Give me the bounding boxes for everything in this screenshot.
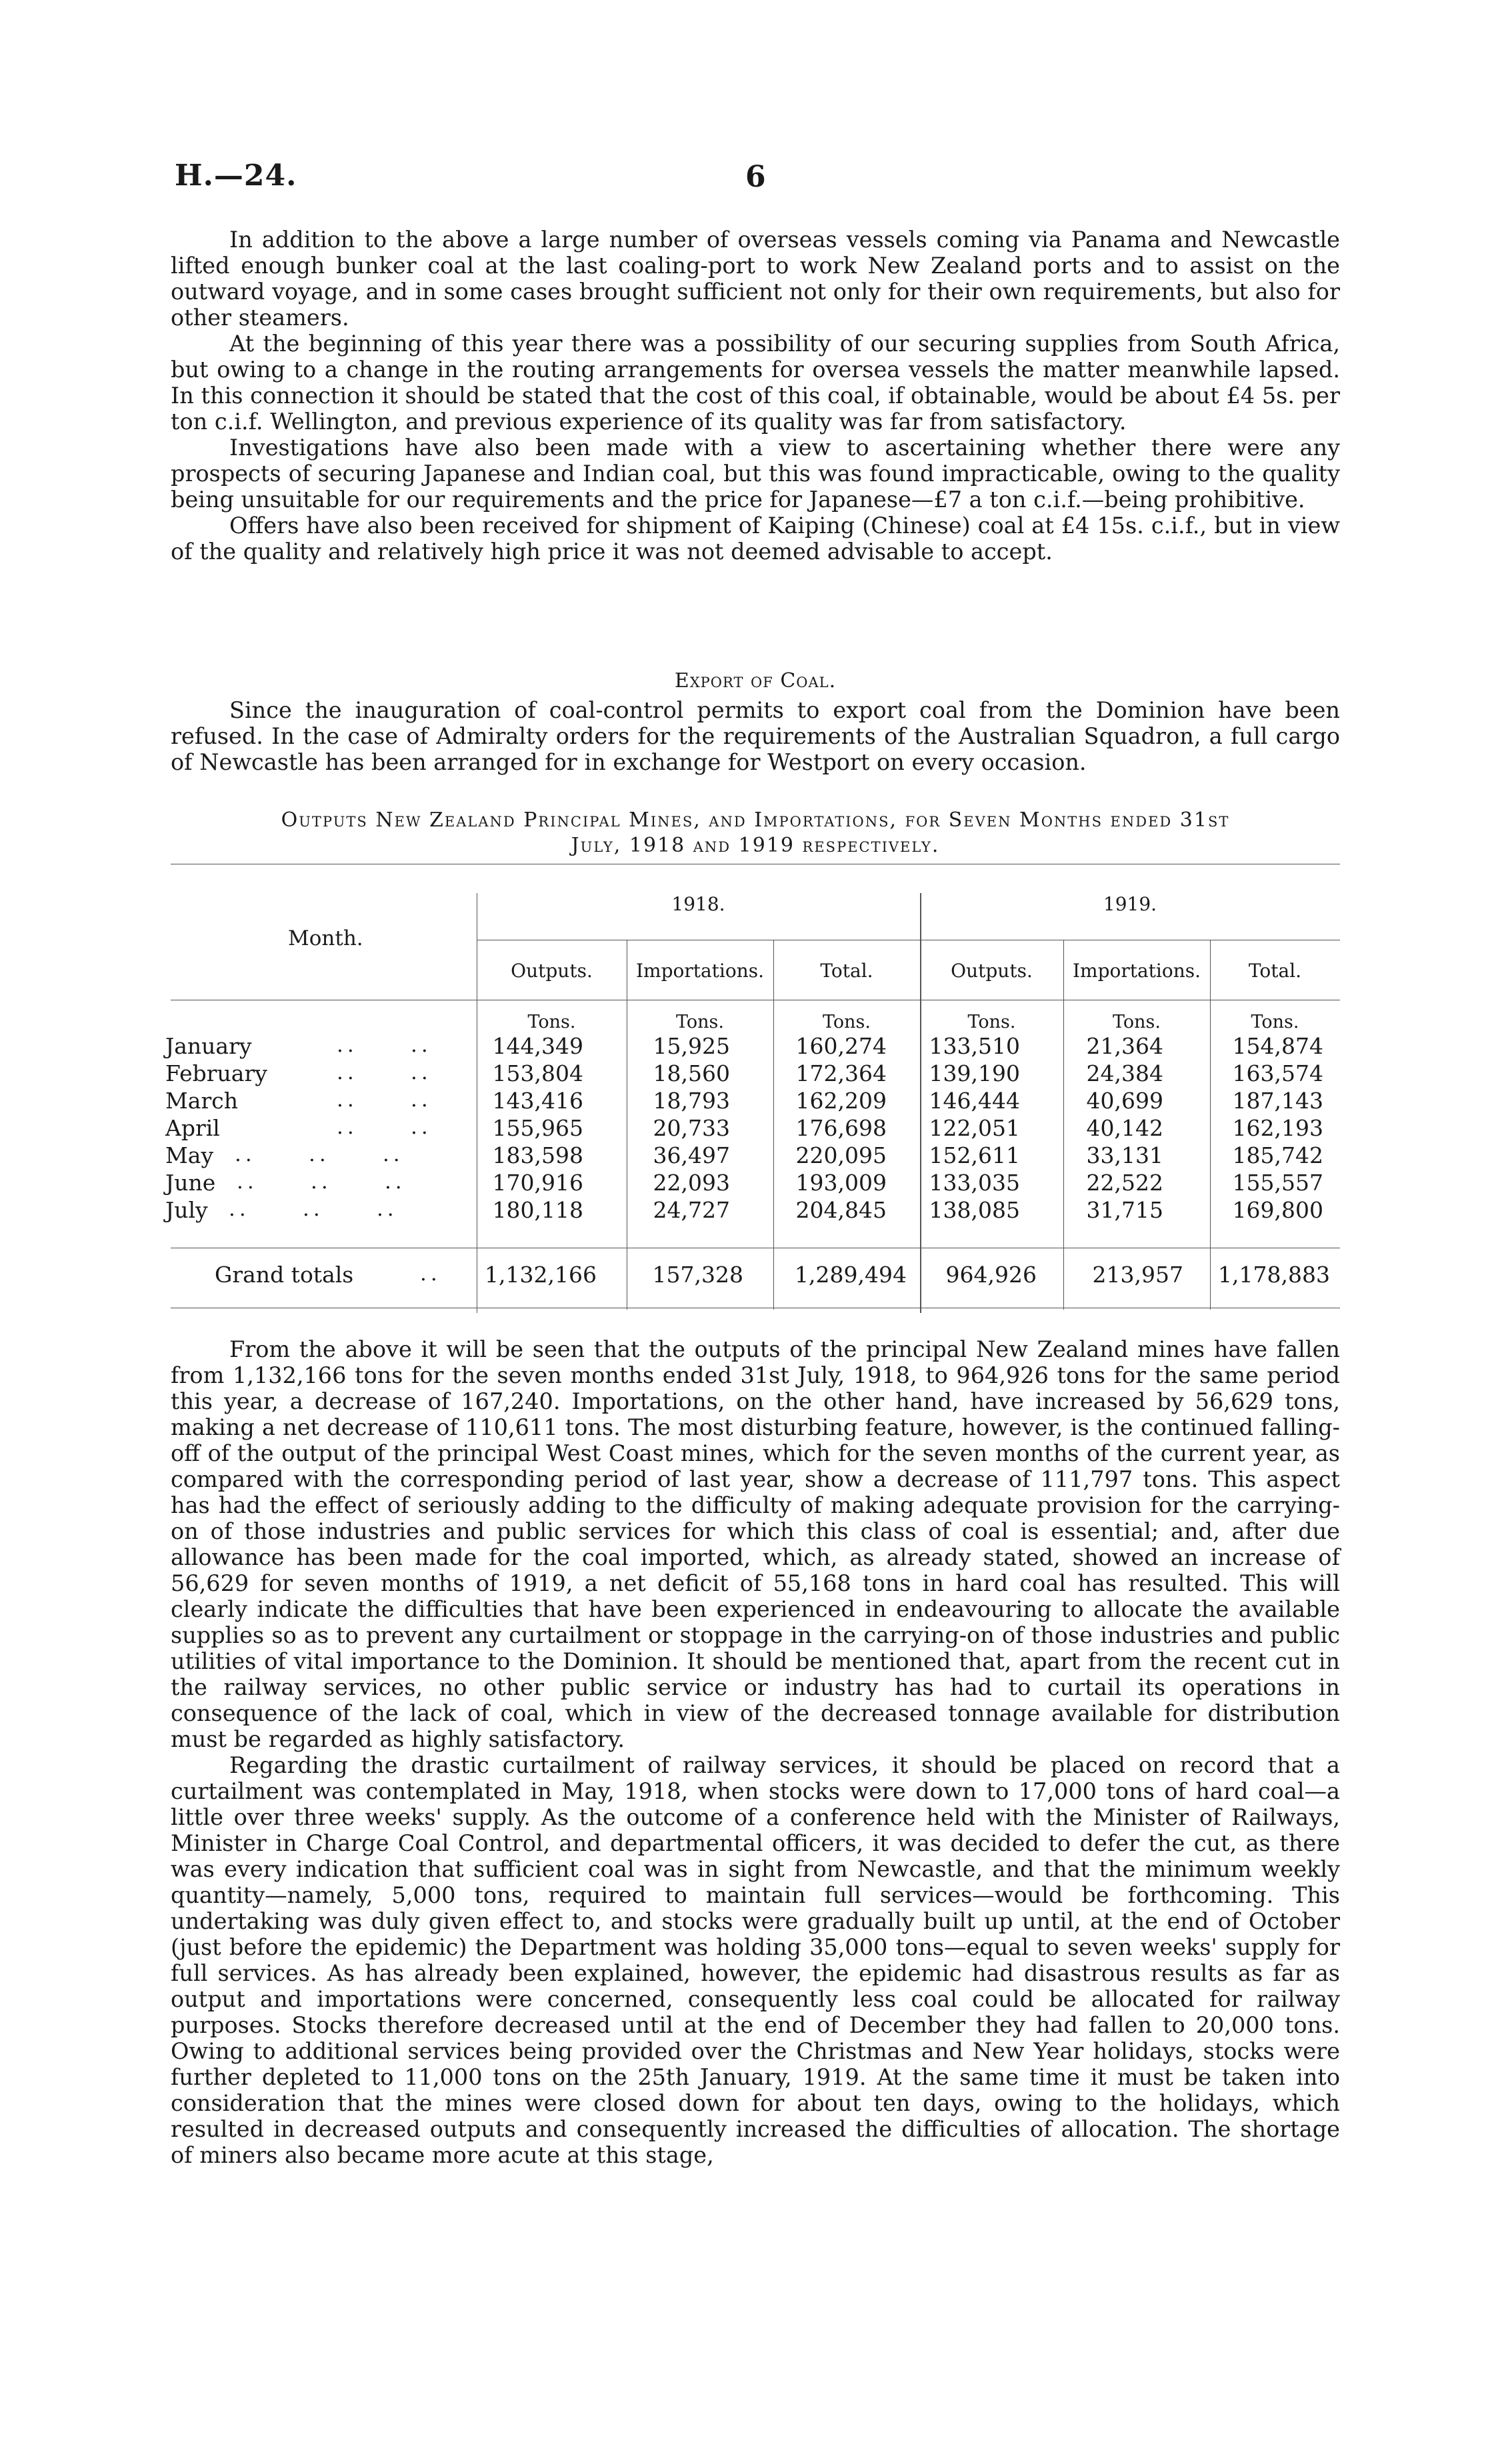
col-outputs-1919: Outputs.: [951, 960, 1033, 982]
cell-outputs-1918: 155,965: [492, 1115, 583, 1141]
cell-importations-1918: 24,727: [653, 1197, 730, 1223]
units-label: Tons.: [967, 1012, 1016, 1032]
cell-total-1918: 172,364: [795, 1060, 887, 1086]
cell-total-1919: 169,800: [1232, 1197, 1323, 1223]
table-title-line-1: Outputs New Zealand Principal Mines, and Importations, for Seven Months ended 31st: [281, 808, 1230, 832]
table-title-line-2: July, 1918 and 1919 respectively.: [571, 834, 940, 857]
intro-text: [171, 227, 1340, 565]
dot-leader: ..: [420, 1262, 441, 1286]
cell-importations-1919: 22,522: [1086, 1170, 1163, 1196]
col-importations-1918: Importations.: [635, 960, 765, 982]
cell-total-1918: 160,274: [795, 1033, 887, 1059]
year-header-1918: 1918.: [671, 893, 725, 915]
cell-importations-1919: 40,699: [1086, 1088, 1163, 1114]
month-label: January: [165, 1033, 252, 1059]
cell-importations-1919: 24,384: [1086, 1060, 1163, 1086]
month-label: March: [165, 1088, 238, 1114]
page-number: 6: [745, 160, 766, 194]
col-outputs-1918: Outputs.: [511, 960, 593, 982]
month-label: June: [165, 1170, 216, 1196]
closing-text: [171, 1336, 1340, 2168]
units-label: Tons.: [676, 1012, 724, 1032]
units-label: Tons.: [823, 1012, 871, 1032]
cell-total-1918: 162,209: [795, 1088, 887, 1114]
cell-total-1918: 176,698: [795, 1115, 887, 1141]
dot-leader: .. .. ..: [229, 1197, 398, 1221]
dot-leader: .. ..: [337, 1115, 432, 1139]
total-total-1918: 1,289,494: [795, 1262, 907, 1288]
cell-total-1918: 220,095: [795, 1142, 887, 1168]
cell-outputs-1919: 138,085: [929, 1197, 1020, 1223]
paragraph: Offers have also been received for shipment of Kaiping (Chinese) coal at £4 15s. c.i.f., but in view of the quality and relatively high price it was not deemed advisable to accept.: [171, 513, 1340, 565]
cell-outputs-1918: 180,118: [492, 1197, 583, 1223]
year-header-1919: 1919.: [1103, 893, 1157, 915]
export-text: [171, 697, 1340, 775]
units-label: Tons.: [1251, 1012, 1299, 1032]
cell-outputs-1919: 139,190: [929, 1060, 1020, 1086]
cell-outputs-1918: 170,916: [492, 1170, 583, 1196]
dot-leader: .. .. ..: [237, 1170, 406, 1194]
cell-importations-1918: 20,733: [653, 1115, 730, 1141]
units-label: Tons.: [1113, 1012, 1161, 1032]
table-title: [171, 808, 1340, 858]
dot-leader: .. ..: [337, 1033, 432, 1057]
cell-outputs-1918: 143,416: [492, 1088, 583, 1114]
cell-total-1919: 187,143: [1232, 1088, 1323, 1114]
cell-outputs-1919: 133,035: [929, 1170, 1020, 1196]
cell-outputs-1919: 133,510: [929, 1033, 1020, 1059]
paragraph: Since the inauguration of coal-control permits to export coal from the Dominion have been refused. In the case of Admiralty orders for the requirements of the Australian Squadron, a full cargo of Newcastle has been arranged for in exchange for Westport on every occasion.: [171, 697, 1340, 775]
total-importations-1919: 213,957: [1092, 1262, 1183, 1288]
section-heading: Export of Coal.: [674, 669, 837, 692]
totals-label: Grand totals: [215, 1262, 354, 1288]
total-outputs-1918: 1,132,166: [485, 1262, 597, 1288]
month-label: February: [165, 1060, 267, 1086]
month-label: April: [165, 1115, 220, 1141]
col-total-1919: Total.: [1248, 960, 1302, 982]
paragraph: In addition to the above a large number of overseas vessels coming via Panama and Newcastle lifted enough bunker coal at the last coaling-port to work New Zealand ports and to assist on the outward voyage, and in some cases brought sufficient not only for their own requirements, but also for other steamers.: [171, 227, 1340, 331]
cell-outputs-1918: 153,804: [492, 1060, 583, 1086]
cell-importations-1919: 31,715: [1086, 1197, 1163, 1223]
cell-total-1919: 185,742: [1232, 1142, 1323, 1168]
cell-importations-1918: 18,793: [653, 1088, 730, 1114]
cell-importations-1919: 33,131: [1086, 1142, 1163, 1168]
total-total-1919: 1,178,883: [1218, 1262, 1330, 1288]
cell-total-1919: 154,874: [1232, 1033, 1323, 1059]
cell-total-1919: 155,557: [1232, 1170, 1323, 1196]
cell-outputs-1918: 144,349: [492, 1033, 583, 1059]
col-total-1918: Total.: [820, 960, 873, 982]
paragraph: Investigations have also been made with a view to ascertaining whether there were any prospects of securing Japanese and Indian coal, but this was found impracticable, owing to the quality being unsuitable for our requirements and the price for Japanese—£7 a ton c.i.f.—being prohibitive.: [171, 435, 1340, 513]
total-outputs-1919: 964,926: [945, 1262, 1037, 1288]
cell-importations-1918: 18,560: [653, 1060, 730, 1086]
cell-importations-1918: 22,093: [653, 1170, 730, 1196]
month-label: May: [165, 1142, 214, 1168]
cell-total-1919: 162,193: [1232, 1115, 1323, 1141]
cell-total-1919: 163,574: [1232, 1060, 1323, 1086]
page-reference: H.—24.: [175, 159, 297, 193]
paragraph: Regarding the drastic curtailment of railway services, it should be placed on record that a curtailment was contemplated in May, 1918, when stocks were down to 17,000 tons of hard coal—a little over three weeks' supply. As the outcome of a conference held with the Minister of Railways, Minister in Charge Coal Control, and departmental officers, it was decided to defer the cut, as there was every indication that sufficient coal was in sight from Newcastle, and that the minimum weekly quantity—namely, 5,000 tons, required to maintain full services—would be forthcoming. This undertaking was duly given effect to, and stocks were gradually built up until, at the end of October (just before the epidemic) the Department was holding 35,000 tons—equal to seven weeks' supply for full services. As has already been explained, however, the epidemic had disastrous results as far as output and importations were concerned, consequently less coal could be allocated for railway purposes. Stocks therefore decreased until at the end of December they had fallen to 20,000 tons. Owing to additional services being provided over the Christmas and New Year holidays, stocks were further depleted to 11,000 tons on the 25th January, 1919. At the same time it must be taken into consideration that the mines were closed down for about ten days, owing to the holidays, which resulted in decreased outputs and consequently increased the difficulties of allocation. The shortage of miners also became more acute at this stage,: [171, 1752, 1340, 2168]
dot-leader: .. .. ..: [235, 1142, 404, 1166]
cell-total-1918: 204,845: [795, 1197, 887, 1223]
units-label: Tons.: [527, 1012, 576, 1032]
cell-importations-1918: 36,497: [653, 1142, 730, 1168]
total-importations-1918: 157,328: [652, 1262, 743, 1288]
col-importations-1919: Importations.: [1072, 960, 1201, 982]
dot-leader: .. ..: [337, 1060, 432, 1084]
month-header: Month.: [288, 926, 363, 950]
cell-importations-1919: 21,364: [1086, 1033, 1163, 1059]
cell-importations-1918: 15,925: [653, 1033, 730, 1059]
month-label: July: [165, 1197, 208, 1223]
cell-importations-1919: 40,142: [1086, 1115, 1163, 1141]
cell-outputs-1919: 152,611: [929, 1142, 1020, 1168]
cell-outputs-1919: 146,444: [929, 1088, 1020, 1114]
paragraph: At the beginning of this year there was a possibility of our securing supplies from South Africa, but owing to a change in the routing arrangements for oversea vessels the matter meanwhile lapsed. In this connection it should be stated that the cost of this coal, if obtainable, would be about £4 5s. per ton c.i.f. Wellington, and previous experience of its quality was far from satisfactory.: [171, 331, 1340, 435]
cell-outputs-1918: 183,598: [492, 1142, 583, 1168]
cell-total-1918: 193,009: [795, 1170, 887, 1196]
dot-leader: .. ..: [337, 1088, 432, 1112]
cell-outputs-1919: 122,051: [929, 1115, 1020, 1141]
paragraph: From the above it will be seen that the outputs of the principal New Zealand mines have fallen from 1,132,166 tons for the seven months ended 31st July, 1918, to 964,926 tons for the same period this year, a decrease of 167,240. Importations, on the other hand, have increased by 56,629 tons, making a net decrease of 110,611 tons. The most disturbing feature, however, is the continued falling-off of the output of the principal West Coast mines, which for the seven months of the current year, as compared with the corresponding period of last year, show a decrease of 111,797 tons. This aspect has had the effect of seriously adding to the difficulty of making adequate provision for the carrying-on of those industries and public services for which this class of coal is essential; and, after due allowance has been made for the coal imported, which, as already stated, showed an increase of 56,629 for seven months of 1919, a net deficit of 55,168 tons in hard coal has resulted. This will clearly indicate the difficulties that have been experienced in endeavouring to allocate the available supplies so as to prevent any curtailment or stoppage in the carrying-on of those industries and public utilities of vital importance to the Dominion. It should be mentioned that, apart from the recent cut in the railway services, no other public service or industry has had to curtail its operations in consequence of the lack of coal, which in view of the decreased tonnage available for distribution must be regarded as highly satisfactory.: [171, 1336, 1340, 1752]
